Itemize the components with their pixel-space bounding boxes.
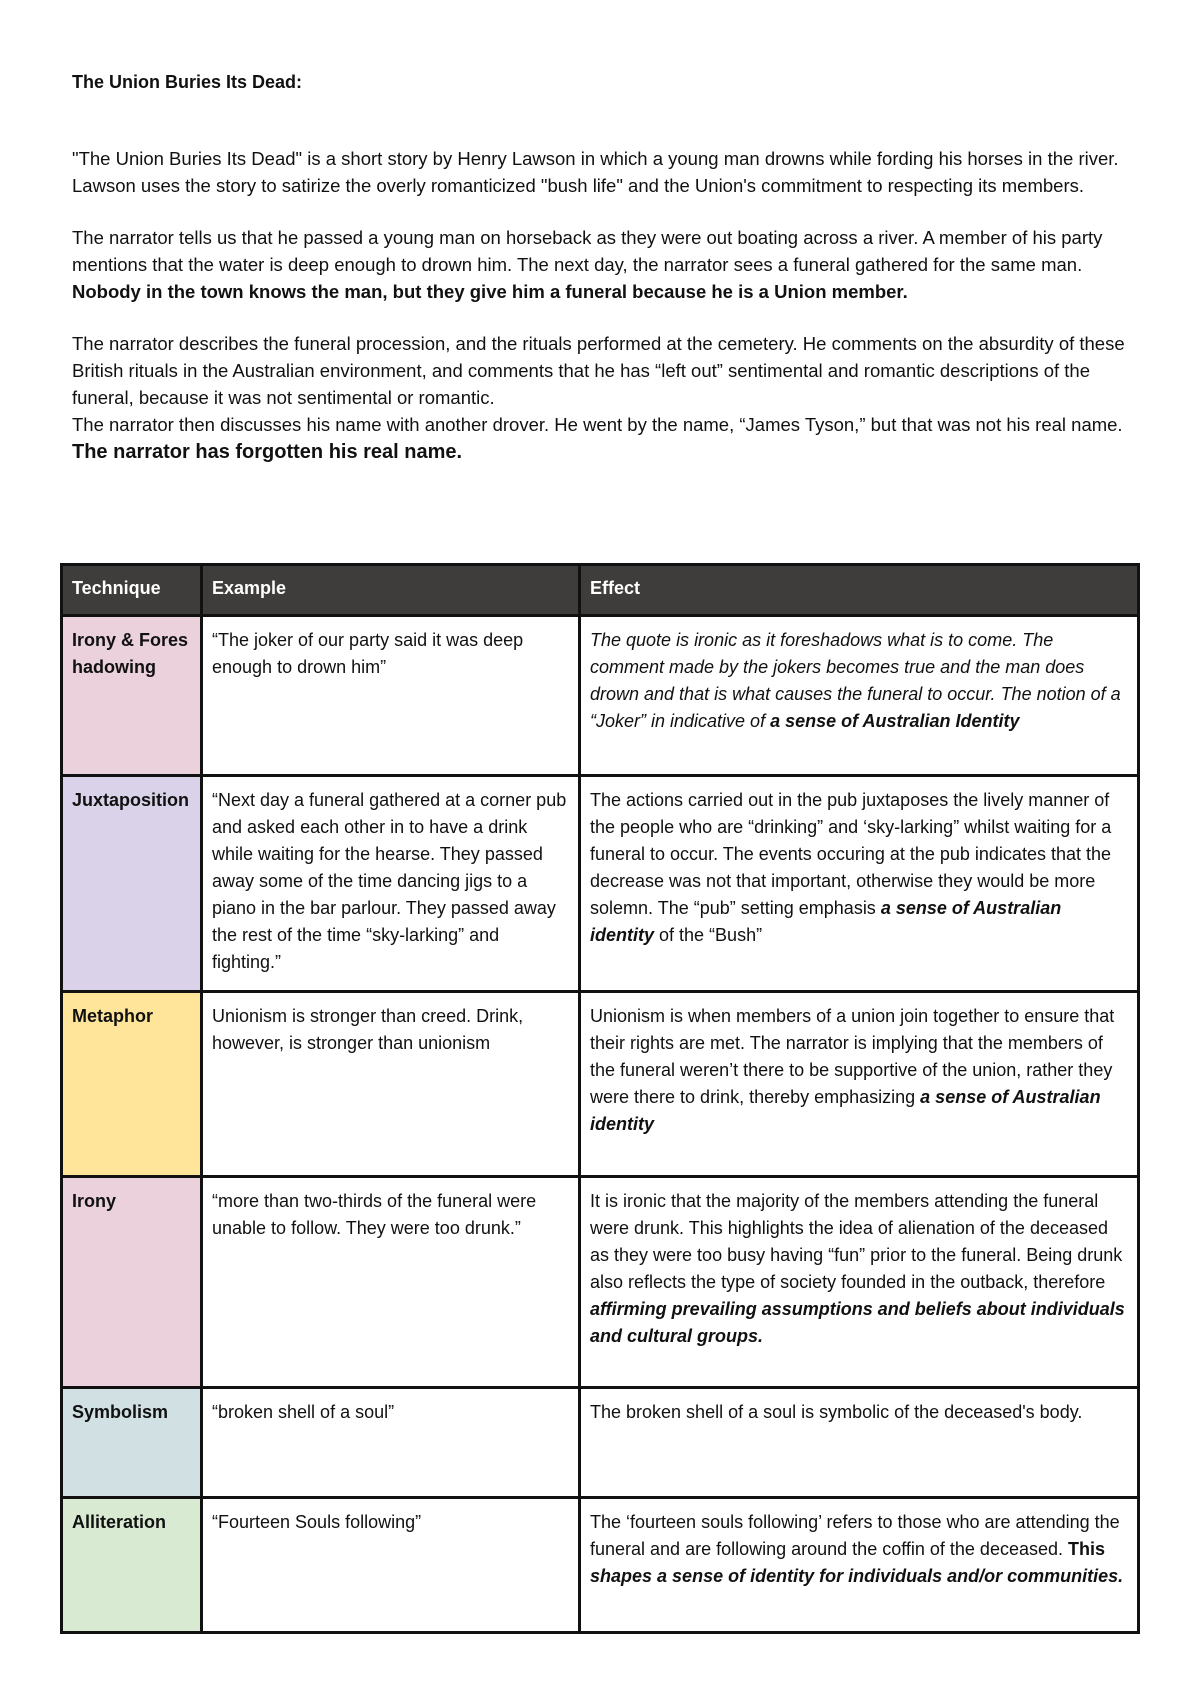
- paragraph-name-text: The narrator then discusses his name with another drover. He went by the name, “James Tyson,” but that was not his real name.: [72, 414, 1123, 435]
- table-row: [62, 1177, 1139, 1388]
- technique-cell: Juxtaposition: [62, 776, 202, 992]
- document-body: [72, 72, 1142, 491]
- header-example: Example: [202, 565, 580, 616]
- example-cell: Unionism is stronger than creed. Drink, however, is stronger than unionism: [202, 992, 580, 1177]
- technique-cell: Irony & Foreshadowing: [62, 616, 202, 776]
- effect-emphasis: affirming prevailing assumptions and beliefs about individuals and cultural groups.: [590, 1299, 1125, 1346]
- effect-cell: [580, 776, 1139, 992]
- document-title: The Union Buries Its Dead:: [72, 72, 303, 92]
- paragraph-name-bold: The narrator has forgotten his real name.: [72, 441, 463, 463]
- table-row: [62, 992, 1139, 1177]
- table-header-row: [62, 565, 1139, 616]
- effect-cell: [580, 1388, 1139, 1498]
- paragraph-funeral: [72, 330, 1142, 411]
- effect-text: The quote is ironic as it foreshadows what is to come. The comment made by the jokers becomes true and the man does drown and that is what causes the funeral to occur. The notion of a “Joker” in indicative of: [590, 630, 1121, 731]
- table-row: [62, 616, 1139, 776]
- effect-cell: [580, 992, 1139, 1177]
- effect-emphasis: a sense of Australian identity: [590, 898, 1062, 945]
- paragraph-plot-text: The narrator tells us that he passed a young man on horseback as they were out boating across a river. A member of his party mentions that the water is deep enough to drown him. The next day, the narrator sees a funeral gathered for the same man.: [72, 227, 1103, 275]
- technique-cell: Metaphor: [62, 992, 202, 1177]
- technique-cell: Symbolism: [62, 1388, 202, 1498]
- example-cell: “Next day a funeral gathered at a corner pub and asked each other in to have a drink while waiting for the hearse. They passed away some of the time dancing jigs to a piano in the bar parlour. They passed away the rest of the time “sky-larking” and fighting.”: [202, 776, 580, 992]
- effect-text: It is ironic that the majority of the members attending the funeral were drunk. This highlights the idea of alienation of the deceased as they were too busy having “fun” prior to the funeral. Being drunk also reflects the type of society founded in the outback, therefore: [590, 1191, 1123, 1292]
- header-technique: Technique: [62, 565, 202, 616]
- effect-tail: of the “Bush”: [654, 925, 763, 945]
- paragraph-plot: [72, 224, 1142, 305]
- example-cell: “The joker of our party said it was deep enough to drown him”: [202, 616, 580, 776]
- table-row: [62, 776, 1139, 992]
- effect-bold: This: [1068, 1539, 1106, 1559]
- header-effect: Effect: [580, 565, 1139, 616]
- effect-text: The broken shell of a soul is symbolic of the deceased's body.: [590, 1402, 1083, 1422]
- paragraph-name: [72, 411, 1142, 466]
- table-row: [62, 1388, 1139, 1498]
- paragraph-plot-bold: Nobody in the town knows the man, but they give him a funeral because he is a Union member.: [72, 281, 908, 302]
- effect-cell: [580, 616, 1139, 776]
- effect-text: The ‘fourteen souls following’ refers to those who are attending the funeral and are following around the coffin of the deceased.: [590, 1512, 1120, 1559]
- technique-cell: Alliteration: [62, 1498, 202, 1633]
- effect-text: The actions carried out in the pub juxtaposes the lively manner of the people who are “drinking” and ‘sky-larking” whilst waiting for a funeral to occur. The events occuring at the pub indicates that the decrease was not that important, otherwise they would be more solemn. The “pub” setting emphasis: [590, 790, 1112, 918]
- effect-emphasis: a sense of Australian Identity: [770, 711, 1020, 731]
- effect-emphasis: a sense of Australian identity: [590, 1087, 1101, 1134]
- paragraph-intro-text: "The Union Buries Its Dead" is a short story by Henry Lawson in which a young man drowns while fording his horses in the river. Lawson uses the story to satirize the overly romanticized "bush life" and the Union's commitment to respecting its members.: [72, 148, 1119, 196]
- effect-cell: [580, 1177, 1139, 1388]
- technique-cell: Irony: [62, 1177, 202, 1388]
- example-cell: “broken shell of a soul”: [202, 1388, 580, 1498]
- example-cell: “Fourteen Souls following”: [202, 1498, 580, 1633]
- effect-emphasis: shapes a sense of identity for individuals and/or communities.: [590, 1566, 1124, 1586]
- table-row: [62, 1498, 1139, 1633]
- techniques-table: [60, 563, 1140, 1634]
- paragraph-intro: [72, 145, 1142, 199]
- paragraph-funeral-text: The narrator describes the funeral procession, and the rituals performed at the cemetery. He comments on the absurdity of these British rituals in the Australian environment, and comments that he has “left out” sentimental and romantic descriptions of the funeral, because it was not sentimental or romantic.: [72, 333, 1125, 408]
- example-cell: “more than two-thirds of the funeral were unable to follow. They were too drunk.”: [202, 1177, 580, 1388]
- effect-cell: [580, 1498, 1139, 1633]
- effect-text: Unionism is when members of a union join together to ensure that their rights are met. The narrator is implying that the members of the funeral weren’t there to be supportive of the union, rather they were there to drink, thereby emphasizing: [590, 1006, 1115, 1107]
